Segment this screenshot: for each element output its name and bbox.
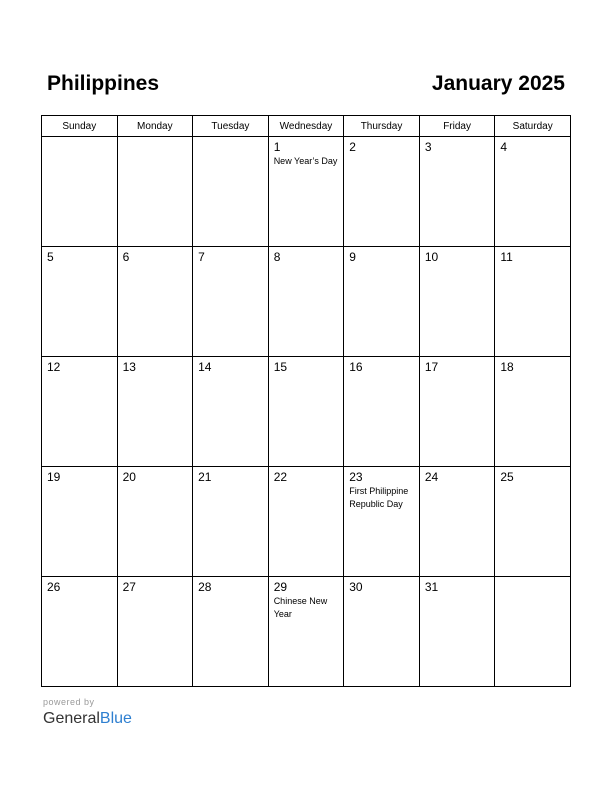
day-number: 2 [349,140,356,154]
powered-by-text: powered by [43,697,95,707]
week-row [42,577,571,687]
day-cell [193,577,269,687]
holiday-label [118,484,193,485]
day-cell [495,247,571,357]
day-number: 3 [424,140,432,154]
day-number: 4 [500,140,508,154]
day-cell [117,467,193,577]
day-number: 13 [122,360,136,374]
day-number: 27 [122,580,136,594]
holiday-label [420,484,495,485]
day-cell [419,577,495,687]
day-number: 19 [47,470,61,484]
day-cell [42,137,118,247]
holiday-label [420,594,495,595]
day-number: 22 [273,470,288,484]
holiday-label [42,484,117,485]
holiday-label [42,264,117,265]
holiday-label: First Philippine Republic Day [349,486,409,509]
holiday-label [42,140,117,141]
day-number: 30 [349,580,363,594]
generalblue-logo[interactable] [43,709,132,729]
country-title: Philippines [47,72,160,95]
holiday-label: Chinese New Year [273,596,328,619]
day-cell [344,247,420,357]
calendar-grid [41,115,571,687]
holiday-label [193,484,268,485]
day-cell [193,357,269,467]
holiday-label [420,154,495,155]
day-number: 26 [47,580,61,594]
holiday-label [495,264,570,265]
holiday-label [269,484,344,485]
month-title: January 2025 [431,72,565,95]
day-cell [42,247,118,357]
week-row [42,357,571,467]
holiday-label [420,264,495,265]
day-cell [344,357,420,467]
holiday-label [344,154,419,155]
day-cell [344,577,420,687]
day-cell [117,137,193,247]
day-cell [268,577,344,687]
weekday-header: Sunday [42,116,118,137]
day-number: 15 [273,360,288,374]
holiday-label [269,374,344,375]
day-cell [495,577,571,687]
day-number: 8 [273,250,281,264]
day-number: 12 [47,360,61,374]
day-cell [117,357,193,467]
day-number: 29 [273,580,288,594]
holiday-label [344,594,419,595]
day-cell [268,137,344,247]
day-cell [42,577,118,687]
holiday-label [118,140,193,141]
holiday-label: New Year’s Day [273,156,338,166]
weekday-header: Wednesday [268,116,344,137]
weekday-header: Friday [419,116,495,137]
day-cell [344,137,420,247]
day-cell [419,467,495,577]
holiday-label [193,264,268,265]
day-cell [495,467,571,577]
weekday-header: Tuesday [193,116,269,137]
day-number: 21 [198,470,212,484]
weekday-header: Saturday [495,116,571,137]
day-number: 9 [349,250,356,264]
holiday-label [269,264,344,265]
day-cell [117,247,193,357]
holiday-label [42,374,117,375]
holiday-label [118,374,193,375]
day-number: 16 [349,360,363,374]
day-cell [42,467,118,577]
day-cell [268,247,344,357]
day-number: 7 [198,250,205,264]
day-number: 17 [424,360,439,374]
day-number: 28 [198,580,212,594]
holiday-label [495,484,570,485]
day-number: 18 [500,360,514,374]
day-number: 1 [273,140,281,154]
day-cell [495,137,571,247]
day-cell [268,357,344,467]
holiday-label [193,140,268,141]
brand-part-blue: Blue [99,710,132,727]
day-number: 14 [198,360,212,374]
day-number: 25 [500,470,514,484]
holiday-label [193,374,268,375]
day-number: 20 [122,470,136,484]
holiday-label [42,594,117,595]
day-cell [42,357,118,467]
day-cell [419,137,495,247]
week-row [42,247,571,357]
week-row [42,467,571,577]
weekday-header: Thursday [344,116,420,137]
day-cell [193,247,269,357]
day-number: 5 [47,250,54,264]
weekday-header-row [42,116,571,137]
day-cell [193,467,269,577]
weekday-header: Monday [117,116,193,137]
day-cell [268,467,344,577]
footer [43,697,132,729]
day-number: 24 [424,470,439,484]
holiday-label [495,580,570,581]
day-cell [344,467,420,577]
day-number: 31 [424,580,439,594]
day-number: 23 [349,470,363,484]
day-cell [193,137,269,247]
day-cell [419,357,495,467]
holiday-label [495,374,570,375]
holiday-label [118,264,193,265]
holiday-label [495,154,570,155]
brand-part-general: General [43,710,100,727]
holiday-label [344,374,419,375]
day-cell [117,577,193,687]
day-number: 6 [122,250,130,264]
holiday-label [118,594,193,595]
day-number: 10 [424,250,439,264]
week-row [42,137,571,247]
holiday-label [193,594,268,595]
holiday-label [344,264,419,265]
holiday-label [420,374,495,375]
day-cell [495,357,571,467]
day-number: 11 [500,250,513,264]
day-cell [419,247,495,357]
